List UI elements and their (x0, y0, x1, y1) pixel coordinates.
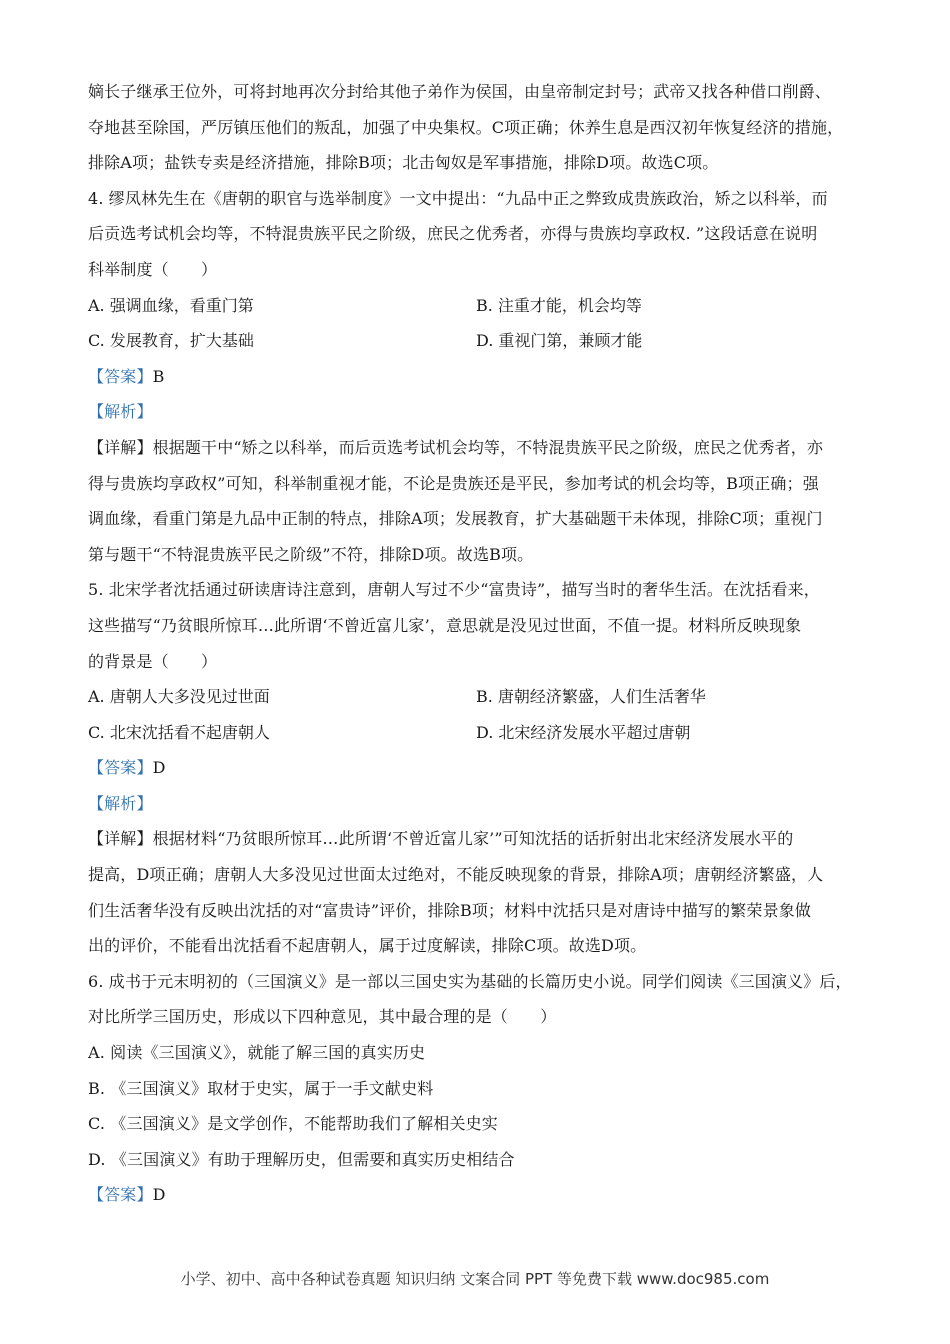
answer-line (88, 750, 862, 786)
answer-value: B (152, 366, 165, 386)
option-d: D. 北宋经济发展水平超过唐朝 (476, 722, 691, 742)
answer-value: D (152, 1185, 166, 1205)
question-4-stem: 科举制度（ ） (88, 259, 218, 279)
answer-line (88, 359, 862, 395)
question-4-options-row (88, 323, 862, 359)
detail-line: 得与贵族均享政权”可知，科举制重视才能，不论是贵族还是平民，参加考试的机会均等，B项正确；强 (88, 473, 819, 493)
document-page (88, 74, 862, 1213)
detail-line: 调血缘，看重门第是九品中正制的特点，排除A项；发展教育，扩大基础题干未体现，排除C项；重视门 (88, 509, 823, 529)
option-b: B. 唐朝经济繁盛，人们生活奢华 (476, 687, 706, 707)
question-6-stem: 6. 成书于元末明初的（三国演义》是一部以三国史实为基础的长篇历史小说。同学们阅读《三国演义》后， (88, 971, 852, 991)
detail-line: 们生活奢华没有反映出沈括的对“富贵诗”评价，排除B项；材料中沈括只是对唐诗中描写的繁荣景象做 (88, 900, 812, 920)
question-4-stem: 4. 缪凤林先生在《唐朝的职官与选举制度》一文中提出：“九品中正之弊致成贵族政治，矫之以科举，而 (88, 188, 828, 208)
detail-line: 出的评价，不能看出沈括看不起唐朝人，属于过度解读，排除C项。故选D项。 (88, 936, 647, 956)
question-4-options-row (88, 288, 862, 324)
option-c: C. 北宋沈括看不起唐朝人 (88, 722, 270, 742)
answer-line (88, 1177, 862, 1213)
answer-tag: 【答案】 (88, 1185, 153, 1205)
answer-value: D (152, 758, 166, 778)
analysis-tag: 【解析】 (88, 793, 153, 813)
option-b: B. 注重才能，机会均等 (476, 295, 642, 315)
question-5-options-row (88, 679, 862, 715)
question-5-options-row (88, 715, 862, 751)
detail-line: 第与题干“不特混贵族平民之阶级”不符，排除D项。故选B项。 (88, 544, 534, 564)
analysis-tag: 【解析】 (88, 402, 153, 422)
paragraph-line: 排除A项；盐铁专卖是经济措施，排除B项；北击匈奴是军事措施，排除D项。故选C项。 (88, 153, 719, 173)
option-c: C. 发展教育，扩大基础 (88, 331, 254, 351)
answer-tag: 【答案】 (88, 758, 153, 778)
page-footer: 小学、初中、高中各种试卷真题 知识归纳 文案合同 PPT 等免费下载 www.doc985.com (180, 1270, 770, 1288)
option-a: A. 阅读《三国演义》，就能了解三国的真实历史 (88, 1043, 426, 1063)
detail-line: 【详解】根据材料“乃贫眼所惊耳…此所谓‘不曾近富儿家’”可知沈括的话折射出北宋经济发展水平的 (88, 829, 794, 849)
option-d: D. 重视门第，兼顾才能 (476, 331, 643, 351)
option-c: C. 《三国演义》是文学创作，不能帮助我们了解相关史实 (88, 1114, 498, 1134)
option-a: A. 唐朝人大多没见过世面 (88, 687, 270, 707)
detail-line: 提高，D项正确；唐朝人大多没见过世面太过绝对，不能反映现象的背景，排除A项；唐朝经济繁盛，人 (88, 865, 824, 885)
option-b: B. 《三国演义》取材于史实，属于一手文献史料 (88, 1078, 434, 1098)
analysis-line (88, 786, 862, 822)
question-5-stem: 5. 北宋学者沈括通过研读唐诗注意到，唐朝人写过不少“富贵诗”，描写当时的奢华生活。在沈括看来， (88, 580, 820, 600)
question-5-stem: 的背景是（ ） (88, 651, 218, 671)
detail-line: 【详解】根据题干中“矫之以科举，而后贡选考试机会均等，不特混贵族平民之阶级，庶民之优秀者，亦 (88, 437, 824, 457)
answer-tag: 【答案】 (88, 366, 153, 386)
question-6-stem: 对比所学三国历史，形成以下四种意见，其中最合理的是（ ） (88, 1007, 557, 1027)
option-a: A. 强调血缘，看重门第 (88, 295, 254, 315)
analysis-line (88, 394, 862, 430)
paragraph-line: 嫡长子继承王位外，可将封地再次分封给其他子弟作为侯国，由皇帝制定封号；武帝又找各种借口削爵、 (88, 82, 831, 101)
paragraph-line: 夺地甚至除国，严厉镇压他们的叛乱，加强了中央集权。C项正确；休养生息是西汉初年恢复经济的措施， (88, 117, 844, 137)
question-4-stem: 后贡选考试机会均等，不特混贵族平民之阶级，庶民之优秀者，亦得与贵族均享政权. ”这段话意在说明 (88, 224, 818, 244)
option-d: D. 《三国演义》有助于理解历史，但需要和真实历史相结合 (88, 1149, 515, 1169)
question-5-stem: 这些描写“乃贫眼所惊耳…此所谓‘不曾近富儿家’，意思就是没见过世面，不值一提。材料所反映现象 (88, 615, 802, 635)
